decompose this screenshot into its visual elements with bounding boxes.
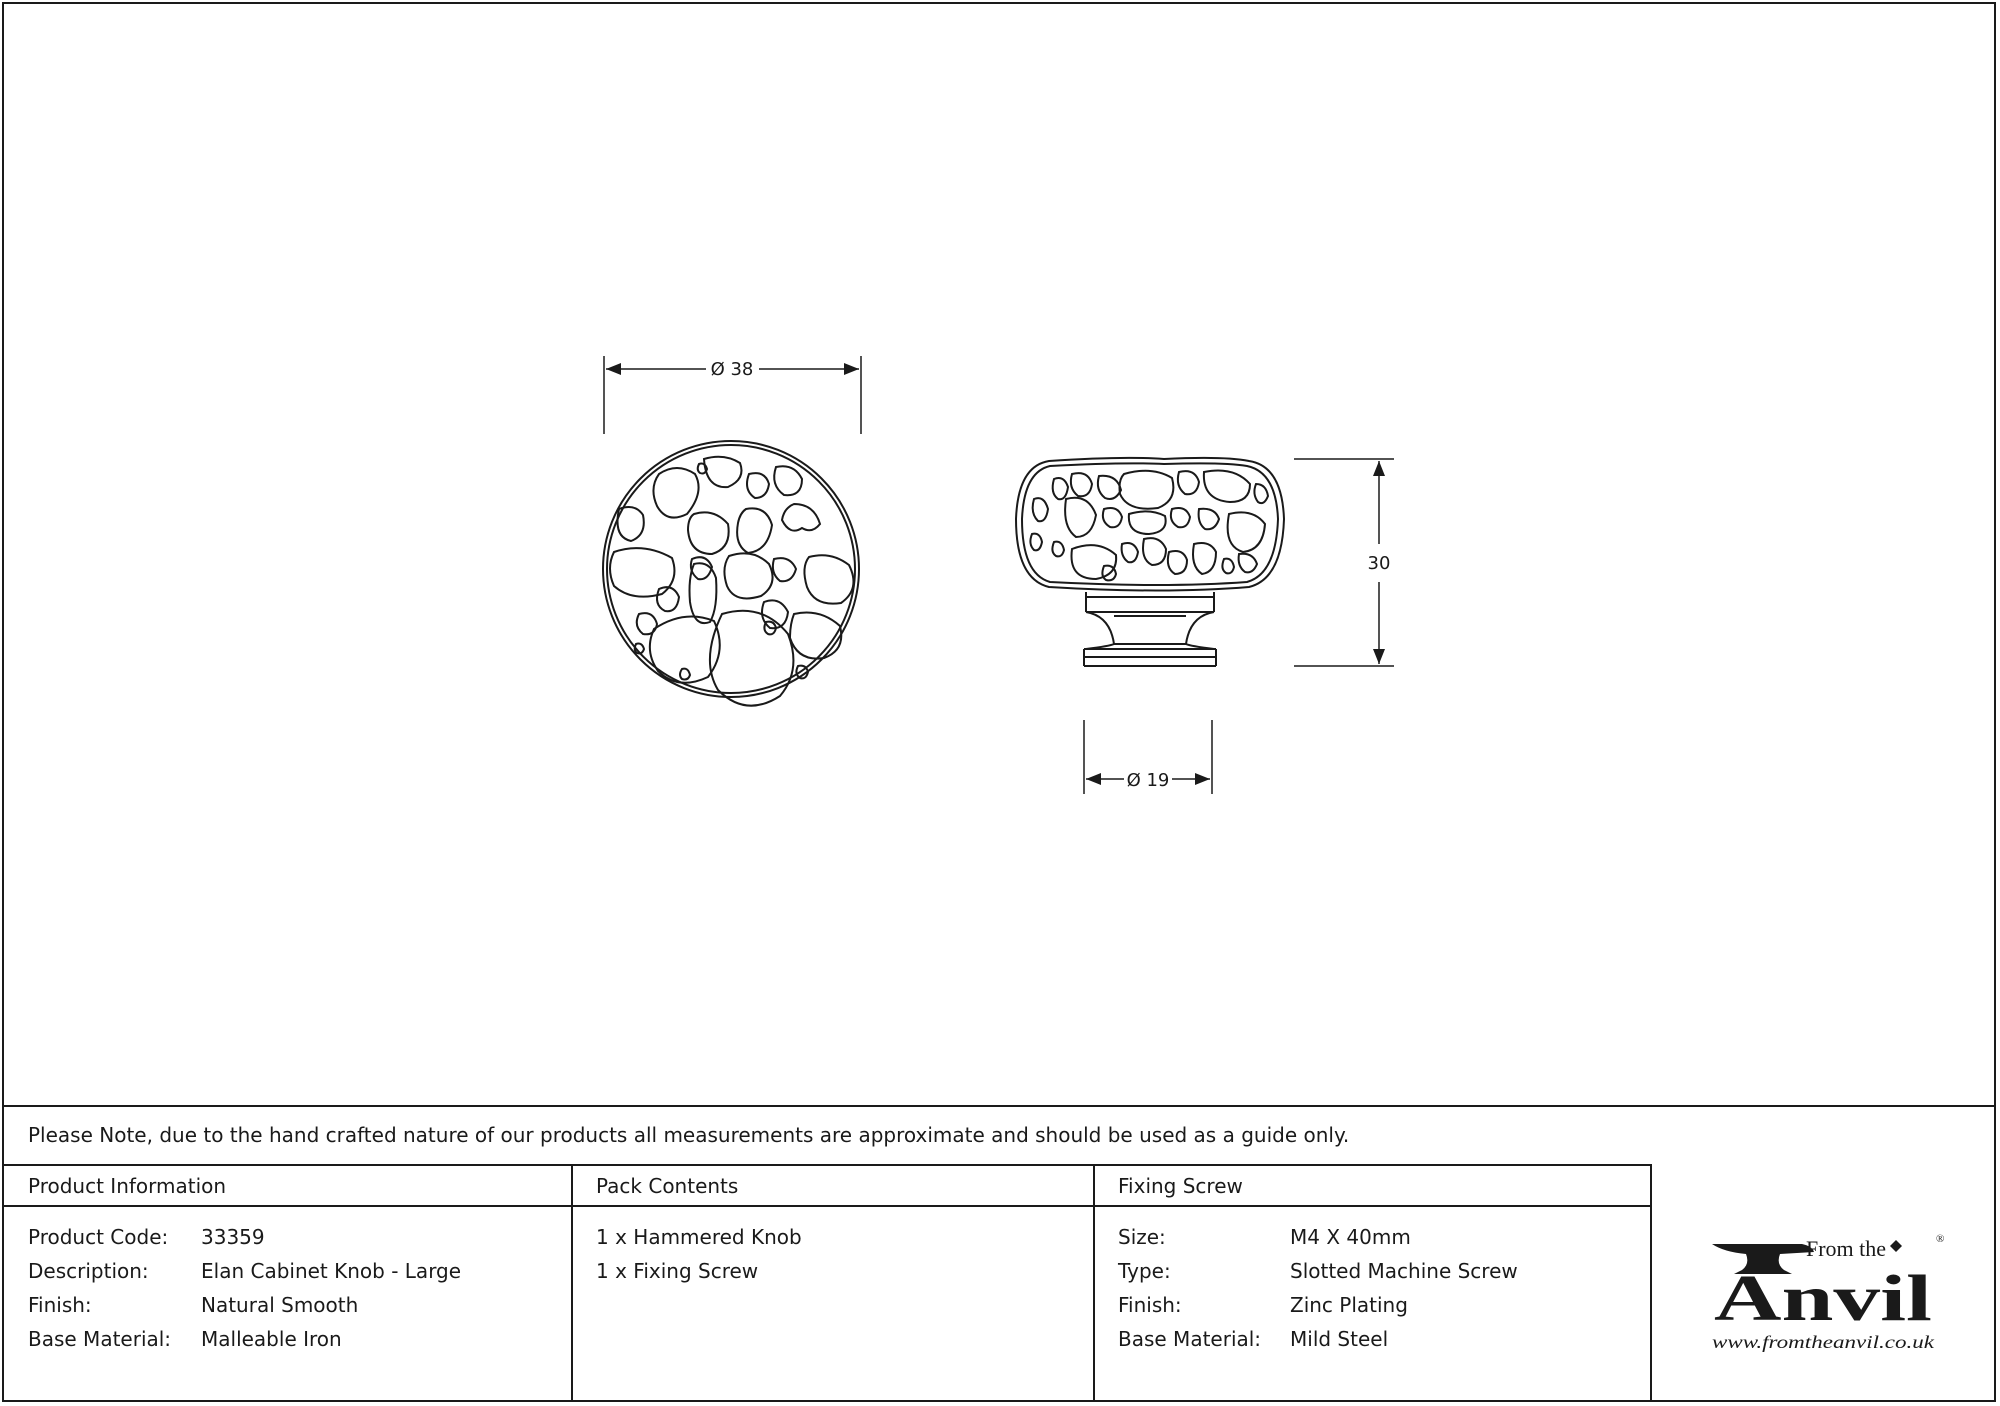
anvil-logo-mark [1694, 1224, 1974, 1354]
knob-top-view [603, 441, 859, 706]
measurement-note: Please Note, due to the hand crafted nature of our products all measurements are approximate and should be used as a guide only. [28, 1123, 1350, 1147]
product-code-value: 33359 [201, 1225, 265, 1249]
screw-type-label: Type: [1118, 1259, 1171, 1283]
logo-anvil: Anvil [1714, 1262, 1932, 1335]
dim-label-base-diameter: Ø 19 [1126, 770, 1170, 791]
drawing-sheet [2, 2, 1996, 1402]
screw-type-value: Slotted Machine Screw [1290, 1259, 1518, 1283]
pack-contents-header: Pack Contents [596, 1174, 739, 1198]
screw-size-value: M4 X 40mm [1290, 1225, 1411, 1249]
product-information-header: Product Information [28, 1174, 227, 1198]
base-material-value: Malleable Iron [201, 1327, 342, 1351]
dim-label-top-diameter: Ø 38 [710, 359, 754, 380]
technical-drawing [4, 4, 1994, 1104]
screw-size-label: Size: [1118, 1225, 1166, 1249]
from-the-anvil-logo [1694, 1224, 1974, 1354]
fixing-screw-header: Fixing Screw [1118, 1174, 1243, 1198]
logo-from-the: From the [1806, 1236, 1887, 1261]
registered-mark: ® [1936, 1233, 1945, 1245]
description-value: Elan Cabinet Knob - Large [201, 1259, 462, 1283]
note-top-divider [4, 1105, 1994, 1107]
knob-side-view [1016, 458, 1284, 666]
finish-label: Finish: [28, 1293, 92, 1317]
pack-item: 1 x Hammered Knob [596, 1225, 802, 1249]
column-divider-2 [1093, 1164, 1095, 1402]
table-header-divider [4, 1205, 1652, 1207]
column-divider-1 [571, 1164, 573, 1402]
product-code-label: Product Code: [28, 1225, 169, 1249]
dim-label-height: 30 [1367, 553, 1391, 574]
screw-base-material-value: Mild Steel [1290, 1327, 1389, 1351]
screw-base-material-label: Base Material: [1118, 1327, 1262, 1351]
description-label: Description: [28, 1259, 149, 1283]
table-top-divider [4, 1164, 1652, 1166]
pack-item: 1 x Fixing Screw [596, 1259, 759, 1283]
diamond-icon [1890, 1240, 1902, 1252]
column-divider-3 [1650, 1164, 1652, 1402]
screw-finish-label: Finish: [1118, 1293, 1182, 1317]
screw-finish-value: Zinc Plating [1290, 1293, 1408, 1317]
base-material-label: Base Material: [28, 1327, 172, 1351]
logo-url: www.fromtheanvil.co.uk [1712, 1332, 1936, 1352]
finish-value: Natural Smooth [201, 1293, 359, 1317]
